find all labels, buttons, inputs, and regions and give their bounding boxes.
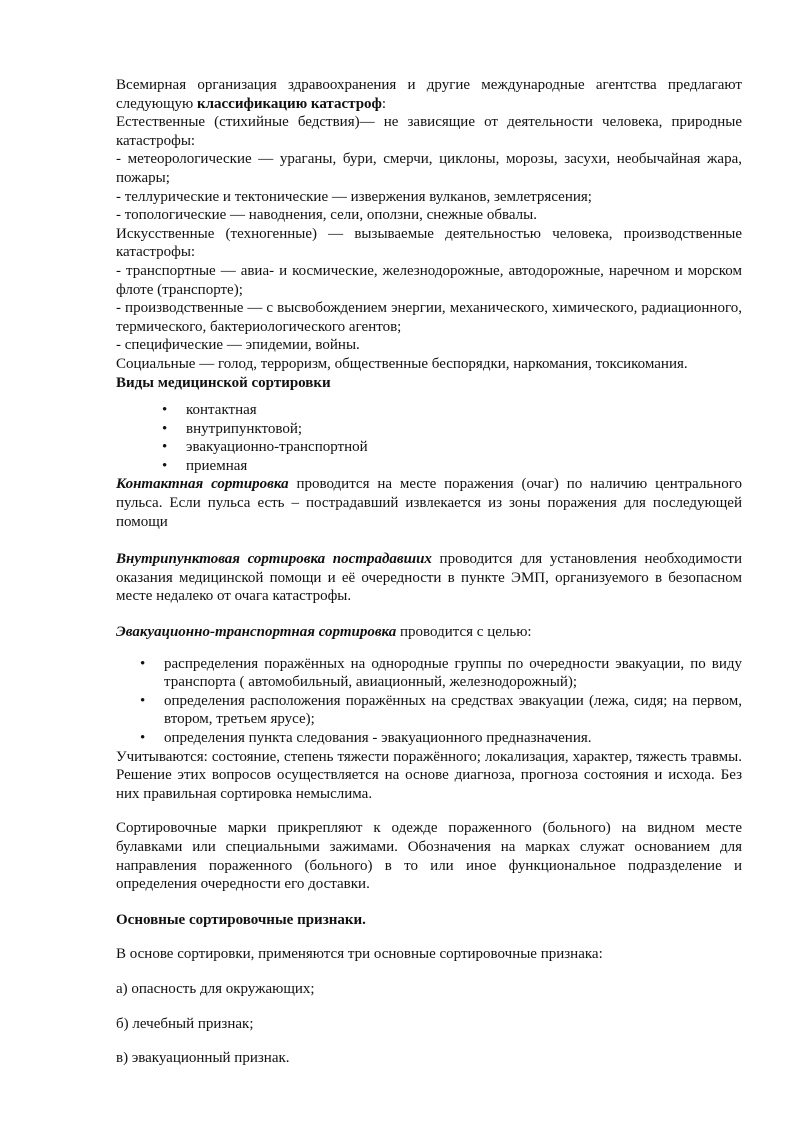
inner-sorting-paragraph [116, 550, 742, 606]
list-item: • эвакуационно-транспортной [116, 438, 742, 457]
list-item: • внутрипунктовой; [116, 420, 742, 439]
artificial-disasters-line: Искусственные (техногенные) — вызываемые деятельностью человека, производственные катастрофы: [116, 225, 742, 261]
contact-sorting-text: проводится на месте поражения (очаг) по наличию центрального пульса. Если пульса есть – пострадавший извлекается из зоны поражения для последующей помощи [116, 476, 742, 530]
inner-sorting-text: проводится для установления необходимости оказания медицинской помощи и её очередности в пункте ЭМП, организуемого в безопасном месте недалеко от очага катастрофы. [116, 551, 743, 605]
natural-disasters-line: Естественные (стихийные бедствия)— не зависящие от деятельности человека, природные катастрофы: [116, 114, 742, 149]
list-item: • контактная [116, 401, 742, 420]
sign-a: а) опасность для окружающих; [116, 980, 315, 997]
evac-sorting-paragraph [116, 623, 742, 642]
markers-paragraph: Сортировочные марки прикрепляют к одежде пораженного (больного) на видном месте булавками или специальными зажимами. Обозначения на марках служат основанием для направления пораженного (больного) в то или иное функциональное подразделение и определения очередности его доставки. [116, 820, 742, 893]
document-page [116, 76, 742, 1068]
transport-line: - транспортные — авиа- и космические, железнодорожные, автодорожные, наречном и морском флоте (транспорте); [116, 262, 742, 298]
inner-sorting-term: Внутрипунктовая сортировка пострадавших [116, 551, 432, 568]
evac-sorting-text: проводится с целью: [396, 624, 532, 641]
list-item: • определения пункта следования - эвакуационного предназначения. [116, 729, 742, 748]
sort-types-list [116, 401, 742, 475]
intro-bold-term: классификацию катастроф [196, 95, 382, 112]
meteorological-line: - метеорологические — ураганы, бури, смерчи, циклоны, морозы, засухи, необычайная жара, пожары; [116, 151, 742, 186]
production-line: - производственные — с высвобождением энергии, механического, химического, радиационного, термического, бактериологического агентов; [116, 300, 742, 335]
list-item: • распределения поражённых на однородные группы по очередности эвакуации, по виду транспорта ( автомобильный, авиационный, железнодорожный); [116, 655, 742, 692]
sign-b: б) лечебный признак; [116, 1015, 254, 1032]
contact-sorting-term: Контактная сортировка [116, 476, 289, 493]
intro-text: Всемирная организация здравоохранения и другие международные агентства предлагают следующую [116, 77, 742, 112]
considered-paragraph: Учитываются: состояние, степень тяжести поражённого; локализация, характер, тяжесть травмы. Решение этих вопросов осуществляется на основе диагноза, прогноза состояния и исхода. Без них правильная сортировка немыслима. [116, 748, 742, 802]
evac-goals-list [116, 655, 742, 748]
intro-colon: : [381, 95, 387, 112]
intro-paragraph [116, 76, 742, 113]
telluric-line: - теллурические и тектонические — извержения вулканов, землетрясения; [116, 188, 592, 205]
evac-sorting-term: Эвакуационно-транспортная сортировка [116, 624, 397, 641]
topological-line: - топологические — наводнения, сели, оползни, снежные обвалы. [116, 207, 537, 224]
sign-c: в) эвакуационный признак. [116, 1050, 290, 1067]
social-line: Социальные — голод, терроризм, общественные беспорядки, наркомания, токсикомания. [116, 355, 688, 372]
contact-sorting-paragraph [116, 475, 742, 531]
list-item: • приемная [116, 457, 742, 476]
sort-types-heading: Виды медицинской сортировки [116, 374, 331, 391]
signs-heading: Основные сортировочные признаки. [116, 911, 366, 928]
list-item: • определения расположения поражённых на средствах эвакуации (лежа, сидя; на первом, втором, третьем ярусе); [116, 692, 742, 729]
signs-intro: В основе сортировки, применяются три основные сортировочные признака: [116, 946, 603, 963]
specific-line: - специфические — эпидемии, войны. [116, 337, 360, 354]
